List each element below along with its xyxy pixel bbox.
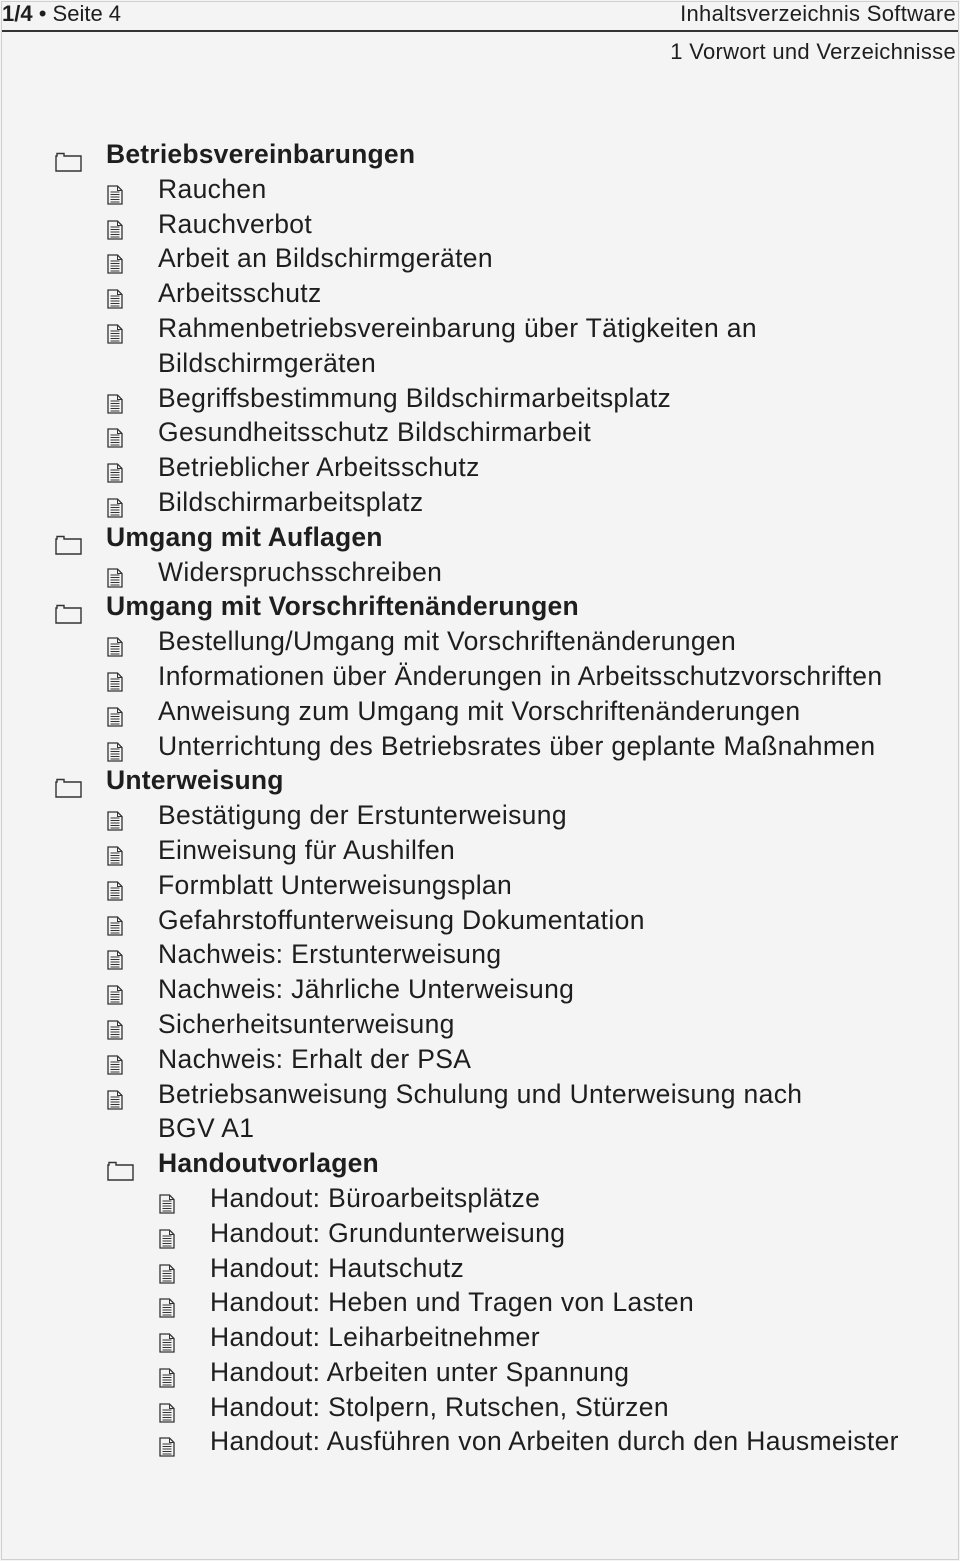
toc-item-label: Nachweis: Erstunterweisung: [158, 939, 502, 970]
toc-item-label: Handoutvorlagen: [158, 1148, 379, 1179]
toc-document-item: [0, 903, 960, 938]
toc-document-item: [0, 450, 960, 485]
document-icon: [159, 1431, 175, 1466]
toc-item-label: Gesundheitsschutz Bildschirmarbeit: [158, 417, 592, 448]
toc-document-item: [0, 1285, 960, 1320]
toc-document-item: [0, 1390, 960, 1425]
toc-document-item: [0, 485, 960, 520]
toc-item-label: Begriffsbestimmung Bildschirmarbeitsplatz: [158, 382, 672, 413]
toc-document-item: [0, 659, 960, 694]
header-rule: [2, 30, 958, 32]
toc-item-label: Sicherheitsunterweisung: [158, 1008, 455, 1039]
toc-item-label: Gefahrstoffunterweisung Dokumentation: [158, 904, 645, 935]
toc-document-item: [0, 868, 960, 903]
toc-item-label: Rahmenbetriebsvereinbarung über Tätigkeiten an Bildschirmgeräten: [158, 312, 757, 378]
document-icon: [107, 318, 123, 353]
toc-document-item: [0, 1424, 960, 1459]
toc-document-item: [0, 1216, 960, 1251]
toc-item-label: Umgang mit Auflagen: [106, 521, 383, 552]
toc-document-item: [0, 1007, 960, 1042]
page-number: [2, 0, 121, 28]
toc-document-item: [0, 1181, 960, 1216]
toc-item-label: Handout: Stolpern, Rutschen, Stürzen: [210, 1391, 669, 1422]
toc-item-label: Arbeit an Bildschirmgeräten: [158, 243, 493, 274]
toc-item-label: Handout: Hautschutz: [210, 1252, 465, 1283]
toc-item-label: Bestellung/Umgang mit Vorschriftenänderungen: [158, 626, 737, 657]
toc-item-label: Rauchverbot: [158, 208, 313, 239]
document-icon: [107, 1084, 123, 1119]
chapter-title: 1 Vorwort und Verzeichnisse: [670, 39, 956, 64]
toc-document-item: [0, 241, 960, 276]
toc-item-label: Handout: Arbeiten unter Spannung: [210, 1356, 630, 1387]
toc-item-label: Arbeitsschutz: [158, 278, 322, 309]
toc-item-label: Rauchen: [158, 173, 267, 204]
toc-folder-item: [0, 589, 960, 624]
page-label: • Seite 4: [38, 1, 122, 26]
toc-document-item: [0, 381, 960, 416]
page-fraction: 1/4: [2, 1, 33, 26]
document-title: Inhaltsverzeichnis Software: [680, 1, 956, 26]
toc-document-item: [0, 833, 960, 868]
toc-item-label: Bestätigung der Erstunterweisung: [158, 800, 567, 831]
toc-item-label: Betrieblicher Arbeitsschutz: [158, 452, 480, 483]
toc-document-item: [0, 172, 960, 207]
toc-document-item: [0, 729, 960, 764]
toc-folder-item: [0, 520, 960, 555]
toc-document-item: [0, 1042, 960, 1077]
toc-folder-item: [0, 137, 960, 172]
toc-item-label: Handout: Büroarbeitsplätze: [210, 1182, 541, 1213]
toc-item-label: Nachweis: Jährliche Unterweisung: [158, 974, 575, 1005]
toc-document-item: [0, 624, 960, 659]
toc-document-item: [0, 798, 960, 833]
toc-folder-item: [0, 763, 960, 798]
toc-document-item: [0, 1355, 960, 1390]
toc-document-item: [0, 415, 960, 450]
toc-folder-item: [0, 1146, 960, 1181]
table-of-contents: [0, 137, 960, 1459]
toc-document-item: [0, 937, 960, 972]
toc-document-item: [0, 694, 960, 729]
toc-item-label: Unterweisung: [106, 765, 284, 796]
toc-item-label: Anweisung zum Umgang mit Vorschriftenänderungen: [158, 695, 801, 726]
toc-item-label: Informationen über Änderungen in Arbeitsschutzvorschriften: [158, 660, 883, 691]
toc-item-label: Handout: Grundunterweisung: [210, 1217, 566, 1248]
toc-document-item: [0, 1320, 960, 1355]
toc-item-label: Bildschirmarbeitsplatz: [158, 486, 424, 517]
toc-item-label: Einweisung für Aushilfen: [158, 834, 456, 865]
toc-item-label: Unterrichtung des Betriebsrates über geplante Maßnahmen: [158, 730, 876, 761]
toc-document-item: [0, 311, 960, 381]
toc-document-item: [0, 207, 960, 242]
toc-document-item: [0, 555, 960, 590]
toc-item-label: Handout: Ausführen von Arbeiten durch den Hausmeister: [210, 1426, 899, 1457]
toc-item-label: Umgang mit Vorschriftenänderungen: [106, 591, 579, 622]
toc-item-label: Betriebsvereinbarungen: [106, 139, 416, 169]
toc-item-label: Formblatt Unterweisungsplan: [158, 869, 513, 900]
toc-document-item: [0, 1077, 960, 1147]
toc-document-item: [0, 1251, 960, 1286]
toc-item-label: Widerspruchsschreiben: [158, 556, 443, 587]
toc-document-item: [0, 972, 960, 1007]
toc-item-label: Nachweis: Erhalt der PSA: [158, 1043, 472, 1074]
toc-item-label: Betriebsanweisung Schulung und Unterweisung nach BGV A1: [158, 1078, 803, 1144]
toc-item-label: Handout: Leiharbeitnehmer: [210, 1322, 540, 1353]
toc-item-label: Handout: Heben und Tragen von Lasten: [210, 1287, 695, 1318]
toc-document-item: [0, 276, 960, 311]
